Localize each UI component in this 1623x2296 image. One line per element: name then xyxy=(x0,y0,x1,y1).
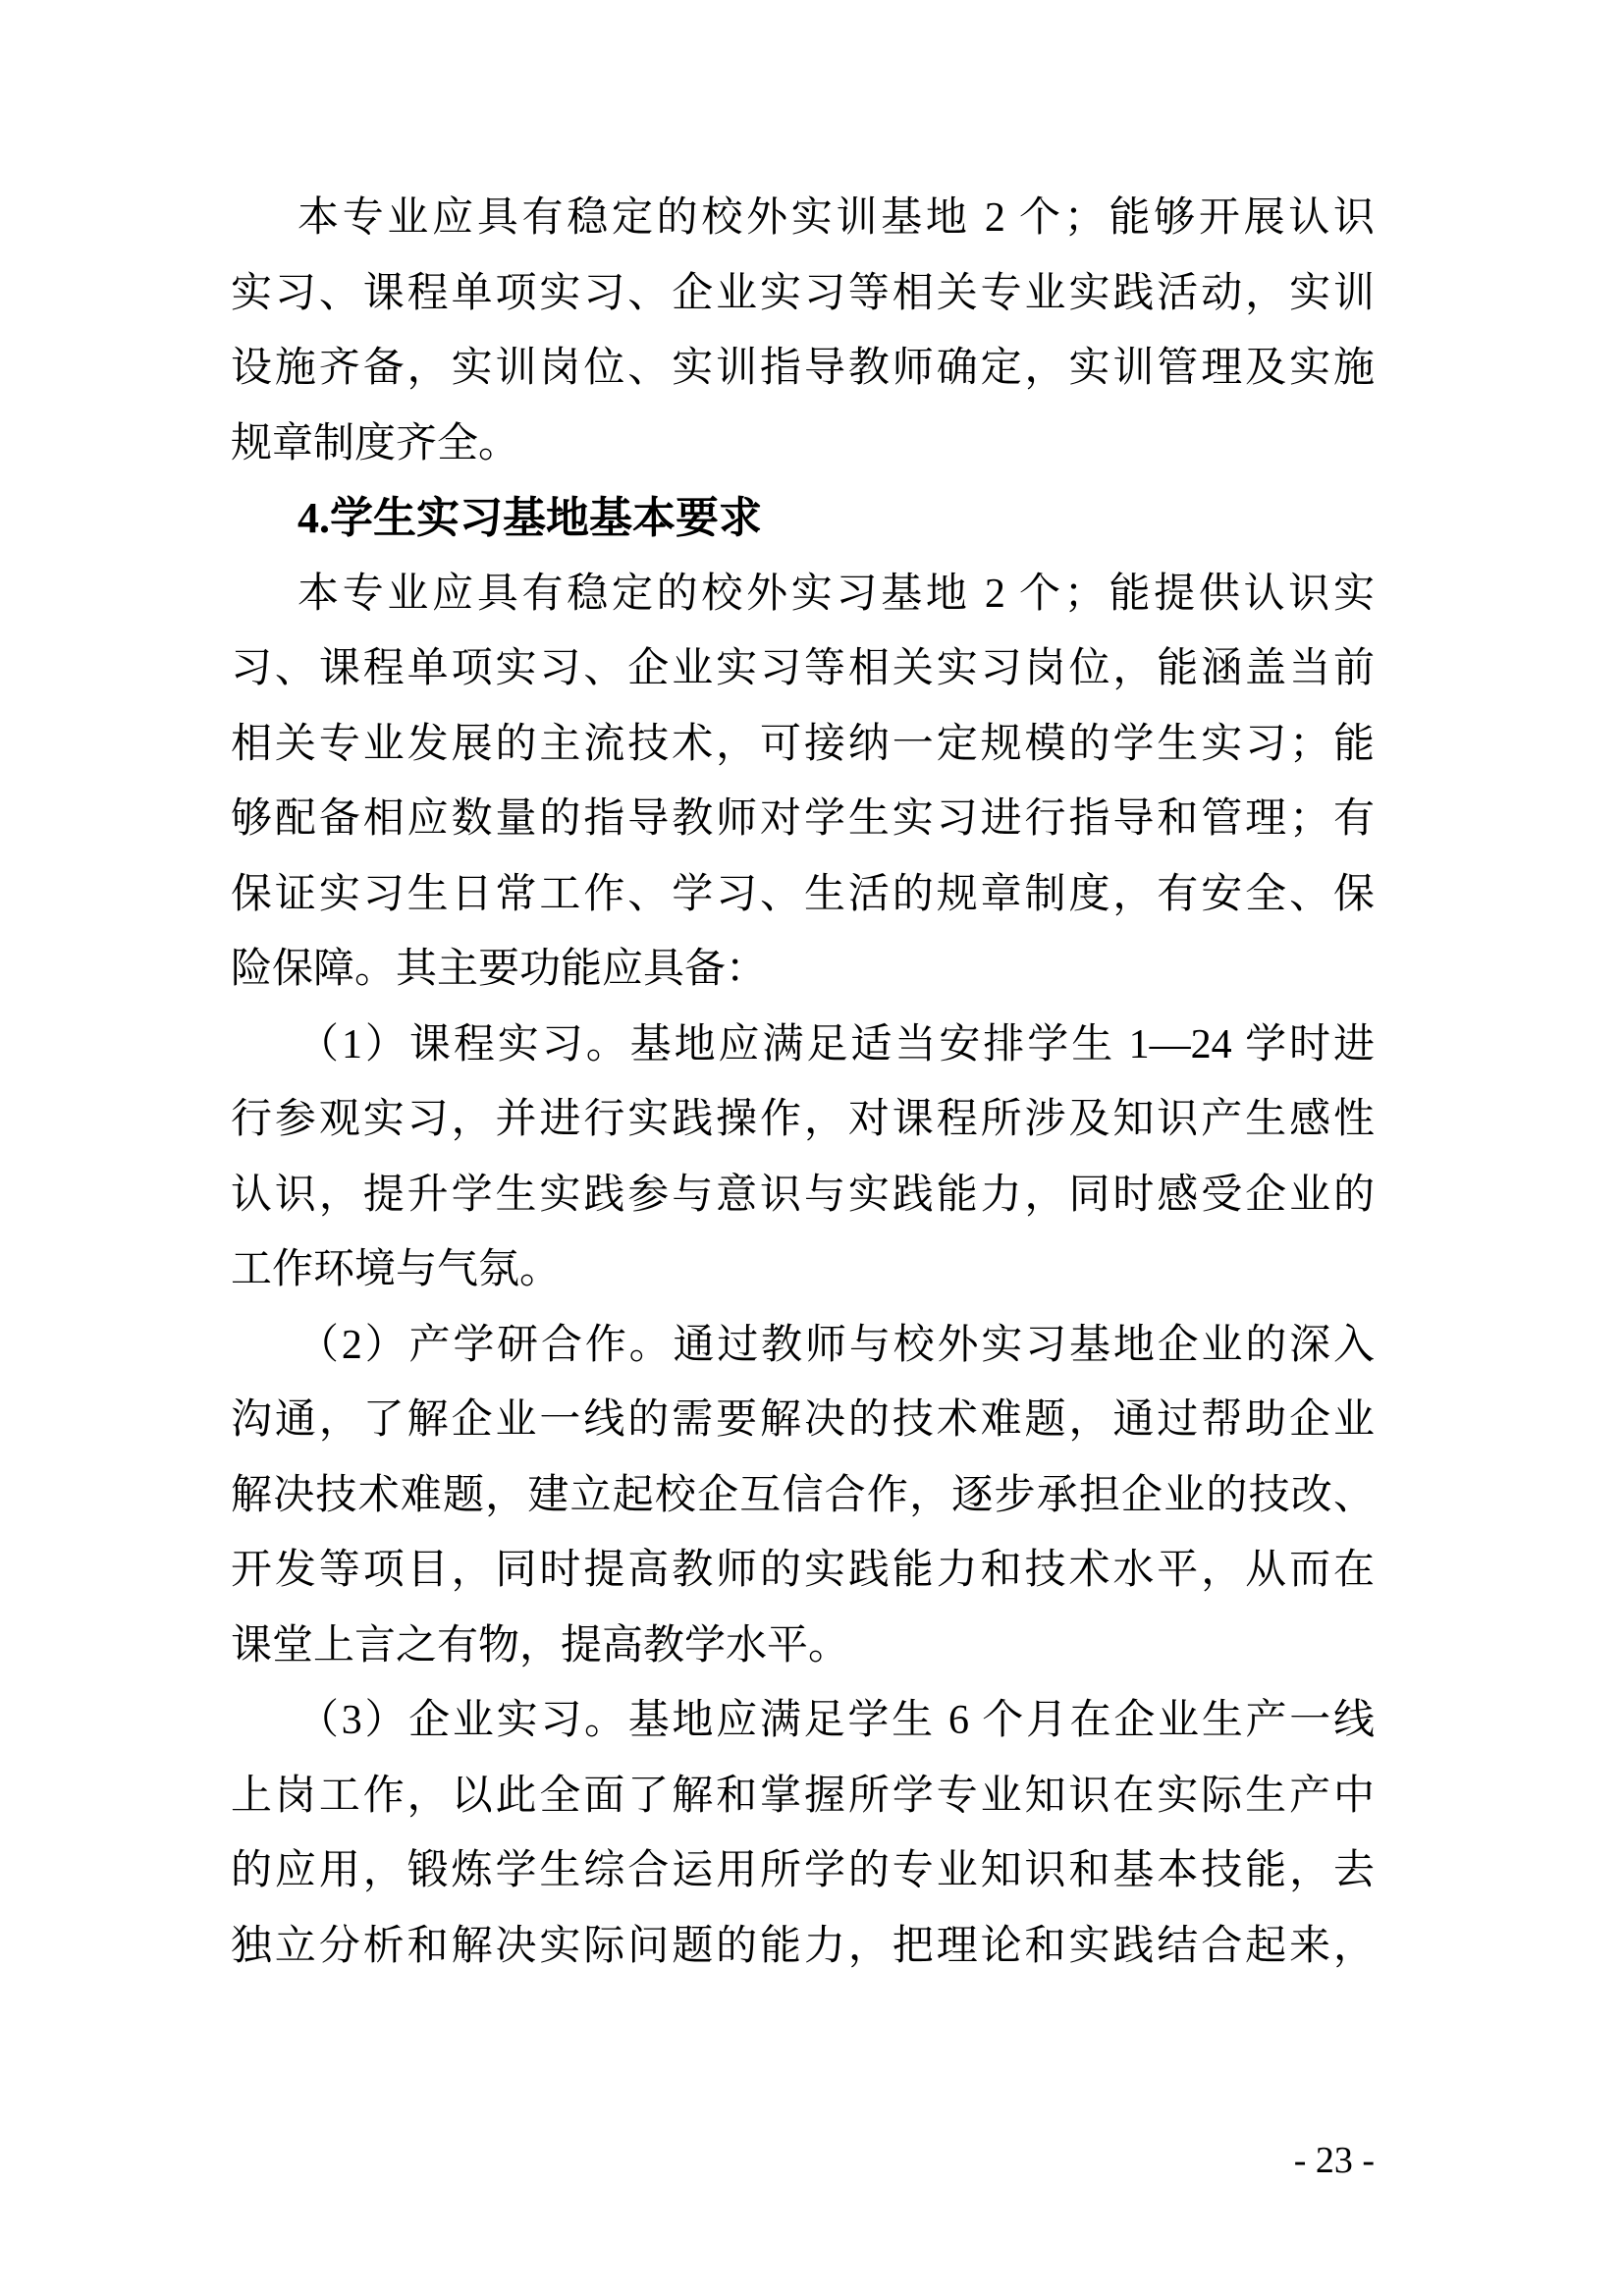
text-line: 的应用，锻炼学生综合运用所学的专业知识和基本技能，去 xyxy=(231,1848,1375,1893)
text-line: 认识，提升学生实践参与意识与实践能力，同时感受企业的 xyxy=(231,1172,1375,1218)
text-line: 实习、课程单项实习、企业实习等相关专业实践活动，实训 xyxy=(231,270,1375,316)
text-line: 沟通，了解企业一线的需要解决的技术难题，通过帮助企业 xyxy=(231,1397,1375,1443)
section-heading: 4.学生实习基地基本要求 xyxy=(298,494,762,542)
text-line: 规章制度齐全。 xyxy=(231,420,520,466)
text-line: 险保障。其主要功能应具备： xyxy=(231,947,768,992)
text-line: 保证实习生日常工作、学习、生活的规章制度，有安全、保 xyxy=(231,871,1375,917)
text-line: 本专业应具有稳定的校外实训基地 2 个；能够开展认识 xyxy=(298,195,1375,241)
text-line: 行参观实习，并进行实践操作，对课程所涉及知识产生感性 xyxy=(231,1097,1375,1142)
text-line: 开发等项目，同时提高教师的实践能力和技术水平，从而在 xyxy=(231,1548,1375,1593)
text-line: 工作环境与气氛。 xyxy=(231,1247,562,1292)
text-line: 课堂上言之有物，提高教学水平。 xyxy=(231,1622,850,1668)
text-line: （1）课程实习。基地应满足适当安排学生 1—24 学时进 xyxy=(298,1021,1375,1067)
text-line: 习、课程单项实习、企业实习等相关实习岗位，能涵盖当前 xyxy=(231,646,1375,691)
text-line: 够配备相应数量的指导教师对学生实习进行指导和管理；有 xyxy=(231,796,1375,842)
text-line: （2）产学研合作。通过教师与校外实习基地企业的深入 xyxy=(298,1322,1375,1368)
text-line: 解决技术难题，建立起校企互信合作，逐步承担企业的技改、 xyxy=(231,1472,1375,1518)
text-line: 设施齐备，实训岗位、实训指导教师确定，实训管理及实施 xyxy=(231,346,1375,391)
text-line: （3）企业实习。基地应满足学生 6 个月在企业生产一线 xyxy=(298,1698,1375,1743)
text-line: 本专业应具有稳定的校外实习基地 2 个；能提供认识实 xyxy=(298,571,1375,617)
document-body xyxy=(231,181,1375,1984)
text-line: 相关专业发展的主流技术，可接纳一定规模的学生实习；能 xyxy=(231,721,1375,767)
page-number: - 23 - xyxy=(1293,2140,1375,2181)
text-line: 上岗工作，以此全面了解和掌握所学专业知识在实际生产中 xyxy=(231,1773,1375,1819)
text-line: 独立分析和解决实际问题的能力，把理论和实践结合起来， xyxy=(231,1923,1375,1969)
